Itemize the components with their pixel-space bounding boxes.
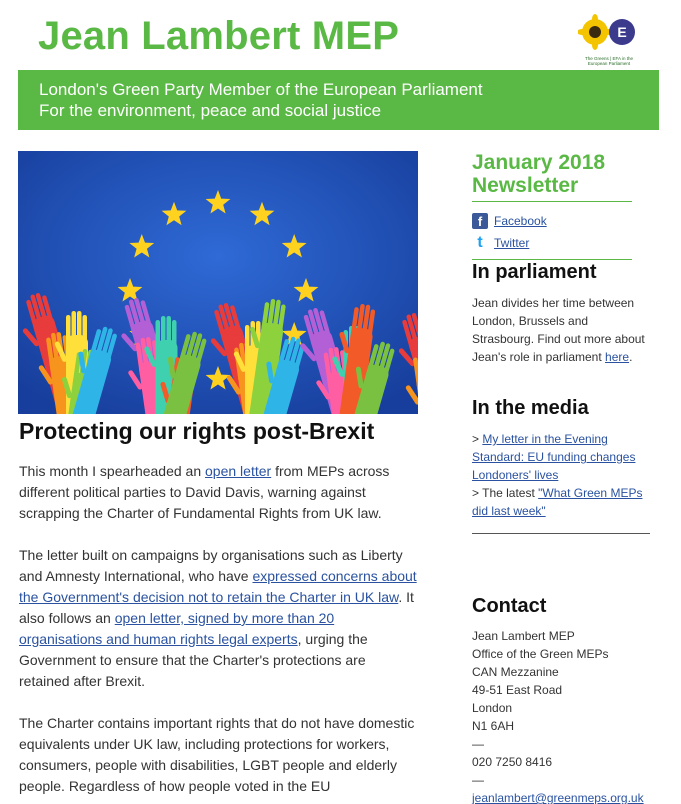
- article-headline: Protecting our rights post-Brexit: [19, 418, 375, 444]
- green-meps-last-week-link[interactable]: "What Green MEPs did last week": [472, 486, 643, 518]
- page-title: Jean Lambert MEP: [38, 14, 400, 58]
- evening-standard-link[interactable]: My letter in the Evening Standard: EU funding changes Londoners' lives: [472, 432, 636, 482]
- greens-efa-logo[interactable]: [578, 14, 640, 66]
- contact-line: Office of the Green MEPs: [472, 647, 609, 661]
- media-item-2: > The latest "What Green MEPs did last week": [472, 486, 643, 518]
- header-banner: [18, 70, 659, 130]
- article-body: [19, 461, 419, 804]
- eu-flag-hands-image: [18, 151, 418, 414]
- twitter-link[interactable]: Twitter: [494, 236, 530, 250]
- media-list: [472, 430, 650, 520]
- parliament-here-link[interactable]: here: [605, 350, 630, 364]
- media-heading: In the media: [472, 397, 589, 419]
- logo-caption: The Greens | EFA in the European Parliament: [585, 56, 633, 66]
- banner-line-2: For the environment, peace and social justice: [39, 101, 382, 120]
- open-letter-link[interactable]: open letter: [205, 463, 272, 479]
- divider: [472, 259, 632, 260]
- newsletter-title: January 2018 Newsletter: [472, 151, 606, 197]
- paragraph-1: This month I spearheaded an open letter from MEPs across different political parties to David Davis, warning against scrapping the Charter of Fundamental Rights from UK law.: [19, 463, 390, 521]
- contact-line: —: [472, 737, 484, 751]
- parliament-text: Jean divides her time between London, Brussels and Strasbourg. Find out more about Jean's role in parliament here.: [472, 296, 645, 364]
- facebook-link-row[interactable]: [472, 213, 547, 229]
- facebook-icon: f: [472, 213, 488, 229]
- twitter-link-row[interactable]: [472, 235, 529, 251]
- contact-line: London: [472, 701, 513, 715]
- paragraph-3: The Charter contains important rights that do not have domestic equivalents under UK law, including protections for workers, consumers, people with disabilities, LGBT people and elderly people. Regardless of how people voted in the EU: [19, 715, 415, 794]
- contact-heading: Contact: [472, 595, 547, 617]
- contact-line: N1 6AH: [472, 719, 515, 733]
- media-item-1: > My letter in the Evening Standard: EU funding changes Londoners' lives: [472, 432, 636, 482]
- facebook-link[interactable]: Facebook: [494, 214, 547, 228]
- contact-line: 49-51 East Road: [472, 683, 563, 697]
- contact-line: CAN Mezzanine: [472, 665, 559, 679]
- divider: [472, 533, 650, 534]
- contact-line: 020 7250 8416: [472, 755, 553, 769]
- contact-details: [472, 627, 652, 804]
- paragraph-2: The letter built on campaigns by organisations such as Liberty and Amnesty International, who have expressed concerns about the Government's decision not to retain the Charter in UK law. It also follows an open letter, signed by more than 20 organisations and human rights legal experts, urging the Government to ensure that the Charter's protections are retained after Brexit.: [19, 547, 417, 689]
- banner-line-1: London's Green Party Member of the European Parliament: [39, 80, 483, 99]
- expressed-concerns-link[interactable]: expressed concerns about the Government's decision not to retain the Charter in UK law: [19, 568, 417, 605]
- contact-email-link[interactable]: jeanlambert@greenmeps.org.uk: [472, 791, 644, 804]
- open-letter-experts-link[interactable]: open letter, signed by more than 20 organisations and human rights legal experts: [19, 610, 335, 647]
- svg-text:E: E: [617, 24, 627, 40]
- twitter-icon: t: [477, 234, 483, 251]
- parliament-heading: In parliament: [472, 261, 597, 283]
- divider: [472, 201, 632, 202]
- contact-line: Jean Lambert MEP: [472, 629, 575, 643]
- contact-line: —: [472, 773, 484, 787]
